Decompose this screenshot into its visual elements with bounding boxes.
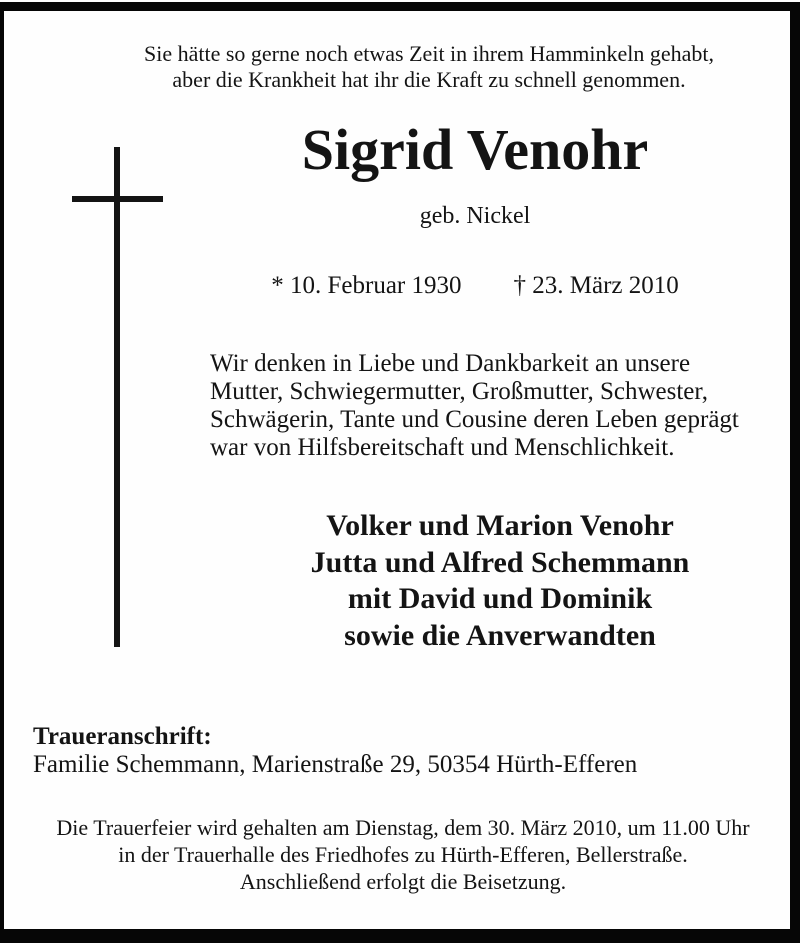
- deceased-name: Sigrid Venohr: [301, 117, 649, 182]
- condolence-address-block: [33, 723, 753, 779]
- tribute-line: Wir denken in Liebe und Dankbarkeit an unsere: [210, 350, 691, 377]
- cross-vertical-bar: [114, 147, 120, 647]
- epitaph-line: Sie hätte so gerne noch etwas Zeit in ihrem Hamminkeln gehabt,: [143, 41, 714, 66]
- funeral-details: [3, 814, 800, 895]
- tribute-line: Mutter, Schwiegermutter, Großmutter, Schwester,: [210, 378, 708, 405]
- mourner-line: mit David und Dominik: [347, 582, 653, 615]
- frame-border-top: [0, 2, 800, 11]
- mourners-list: [250, 508, 750, 654]
- death-date: † 23. März 2010: [513, 272, 679, 299]
- frame-border-left: [0, 2, 4, 943]
- maiden-name: geb. Nickel: [419, 203, 531, 229]
- life-dates: [225, 271, 725, 301]
- condolence-address-label: Traueranschrift:: [33, 723, 212, 750]
- tribute-line: Schwägerin, Tante und Cousine deren Leben geprägt: [210, 406, 739, 433]
- frame-border-right: [790, 2, 800, 943]
- tribute-line: war von Hilfsbereitschaft und Menschlichkeit.: [210, 434, 675, 461]
- mourner-line: sowie die Anverwandten: [344, 618, 656, 652]
- mourner-line: Jutta und Alfred Schemmann: [310, 545, 690, 579]
- tribute-text: [210, 350, 780, 462]
- mourner-line: Volker und Marion Venohr: [326, 509, 674, 542]
- funeral-line: Anschließend erfolgt die Beisetzung.: [239, 869, 567, 894]
- funeral-line: in der Trauerhalle des Friedhofes zu Hürth-Efferen, Bellerstraße.: [118, 842, 688, 867]
- funeral-line: Die Trauerfeier wird gehalten am Dienstag, dem 30. März 2010, um 11.00 Uhr: [56, 815, 750, 840]
- frame-border-bottom: [0, 929, 800, 943]
- birth-date: * 10. Februar 1930: [271, 272, 462, 299]
- condolence-address: Familie Schemmann, Marienstraße 29, 50354 Hürth-Efferen: [33, 751, 638, 778]
- epitaph-line: aber die Krankheit hat ihr die Kraft zu schnell genommen.: [172, 67, 686, 92]
- epitaph: [79, 41, 779, 93]
- cross-horizontal-bar: [72, 196, 163, 202]
